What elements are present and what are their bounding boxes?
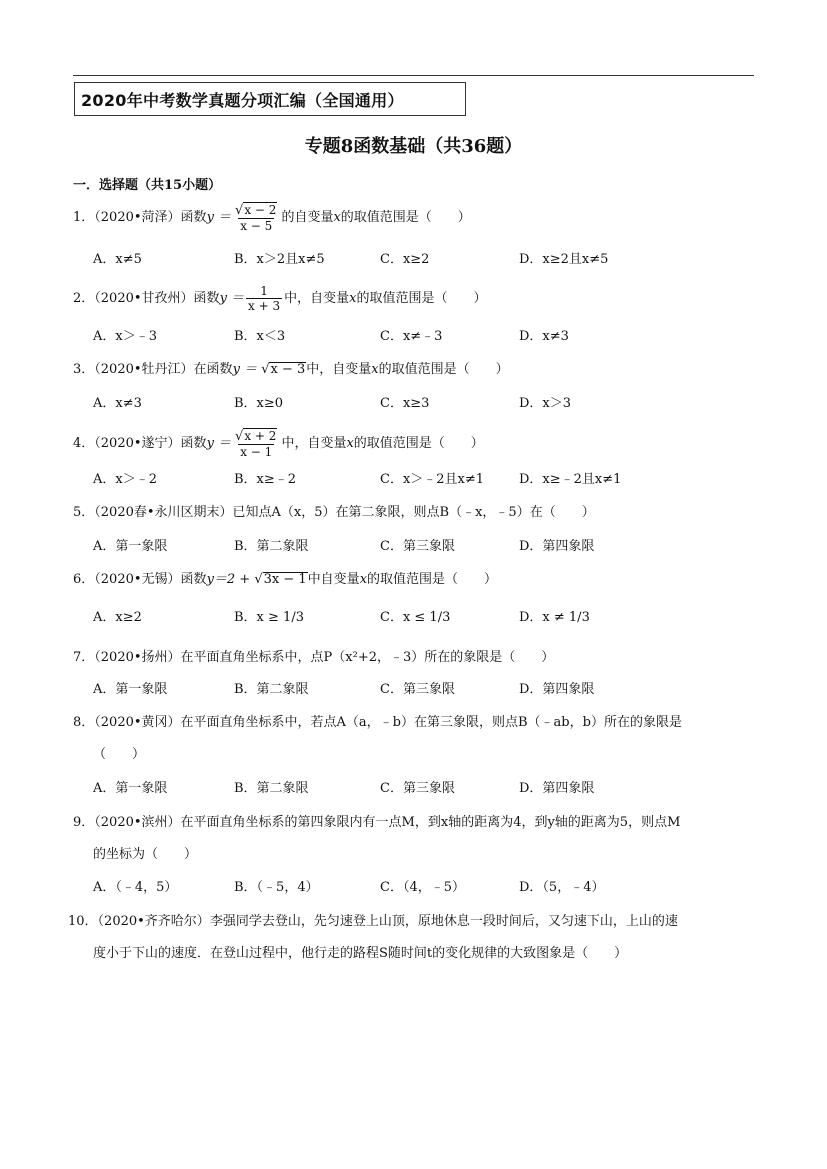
question-text: 的自变量: [281, 210, 334, 225]
numerator: x − 2: [244, 203, 277, 217]
option-c[interactable]: C．第三象限: [380, 781, 455, 796]
option-a[interactable]: A．第一象限: [93, 682, 168, 697]
option-b[interactable]: B．第二象限: [234, 539, 309, 554]
option-c[interactable]: C．（4，﹣5）: [380, 880, 465, 895]
series-title: 2020年中考数学真题分项汇编（全国通用）: [81, 90, 404, 110]
question-text: 函数: [180, 210, 207, 225]
question-text: 在平面直角坐标系中，点P（x²+2，﹣3）所在的象限是（ ）: [180, 650, 555, 665]
question-source: （2020•牡丹江）: [94, 362, 194, 377]
question-number: 4．: [73, 436, 95, 451]
option-d[interactable]: D．x ≠ 1/3: [519, 610, 590, 625]
option-d[interactable]: D．第四象限: [519, 682, 595, 697]
radicand: 3x − 1: [263, 572, 307, 587]
question-4-options: [93, 470, 773, 490]
option-b[interactable]: B．第二象限: [234, 781, 309, 796]
question-text: 中，自变量: [306, 362, 372, 377]
question-text: 函数: [193, 291, 220, 306]
option-d[interactable]: D．第四象限: [519, 781, 595, 796]
question-number: 3．: [73, 362, 95, 377]
question-10-continuation: 度小于下山的速度．在登山过程中，他行走的路程S随时间t的变化规律的大致图象是（ ）: [93, 946, 628, 961]
option-c[interactable]: C．x≥2: [380, 252, 430, 267]
equation-lhs: y ＝: [232, 362, 258, 377]
question-source: （2020春•永川区期末）: [94, 505, 233, 520]
question-5-options: [93, 537, 773, 557]
option-b[interactable]: B．x＜3: [234, 329, 286, 344]
option-d[interactable]: D．x≠3: [519, 329, 569, 344]
variable: x: [333, 210, 341, 225]
question-text: 的取值范围是（ ）: [367, 572, 498, 587]
question-number: 5．: [73, 505, 95, 520]
question-8: [73, 713, 763, 733]
option-d[interactable]: D．（5，﹣4）: [519, 880, 605, 895]
denominator: x − 1: [240, 445, 273, 459]
question-source: （2020•甘孜州）: [94, 291, 194, 306]
variable: x: [349, 291, 357, 306]
question-text: 在平面直角坐标系的第四象限内有一点M，到x轴的距离为4，到y轴的距离为5，则点M: [180, 815, 681, 830]
numerator: 1: [260, 284, 268, 298]
option-b[interactable]: B．x ≥ 1/3: [234, 610, 304, 625]
question-3-options: [93, 394, 773, 414]
fraction: $\frac{√x + 2}{x - 1}$: [235, 429, 277, 459]
question-number: 8．: [73, 715, 95, 730]
question-source: （2020•扬州）: [94, 650, 181, 665]
option-a[interactable]: A．x≠3: [93, 396, 142, 411]
option-a[interactable]: A．x≠5: [93, 252, 142, 267]
question-source: （2020•滨州）: [94, 815, 181, 830]
option-a[interactable]: A．第一象限: [93, 781, 168, 796]
option-d[interactable]: D．x≥2且x≠5: [519, 252, 609, 267]
option-b[interactable]: B．x＞2且x≠5: [234, 252, 325, 267]
question-6: [73, 570, 763, 590]
question-9-continuation: 的坐标为（ ）: [93, 847, 198, 862]
fraction: [246, 284, 282, 313]
option-a[interactable]: A．（﹣4，5）: [93, 880, 178, 895]
variable: x: [359, 572, 368, 587]
question-number: 1．: [73, 210, 95, 225]
question-text: 中，自变量: [281, 436, 347, 451]
question-5: [73, 503, 763, 523]
option-c[interactable]: C．x＞﹣2且x≠1: [380, 472, 485, 487]
question-1-options: [93, 250, 773, 270]
denominator: x + 3: [248, 299, 281, 313]
question-source: （2020•无锡）: [94, 572, 181, 587]
question-1: [73, 202, 763, 233]
question-10: [68, 912, 758, 932]
question-3: [73, 360, 763, 380]
question-8-options: [93, 779, 773, 799]
document-title: 专题8函数基础（共36题）: [304, 136, 523, 157]
question-number: 6．: [73, 572, 95, 587]
question-text: 在平面直角坐标系中，若点A（a，﹣b）在第三象限，则点B（﹣ab，b）所在的象限是: [180, 715, 682, 730]
question-source: （2020•黄冈）: [94, 715, 181, 730]
question-7: [73, 648, 763, 668]
question-9: [73, 813, 763, 833]
equation-lhs: y ＝: [219, 291, 245, 306]
question-text: 函数: [180, 436, 207, 451]
option-d[interactable]: D．x≥﹣2且x≠1: [519, 472, 622, 487]
question-9-options: [93, 878, 773, 898]
series-title-box: [74, 82, 466, 116]
question-text: 中，自变量: [284, 291, 350, 306]
header-rule: [73, 75, 754, 76]
option-a[interactable]: A．x≥2: [93, 610, 142, 625]
question-6-options: [93, 608, 773, 628]
option-c[interactable]: C．x≠﹣3: [380, 329, 443, 344]
question-2-options: [93, 327, 773, 347]
option-b[interactable]: B．第二象限: [234, 682, 309, 697]
question-number: 2．: [73, 291, 95, 306]
numerator: x + 2: [244, 429, 277, 443]
question-number: 9．: [73, 815, 95, 830]
question-4: [73, 428, 763, 459]
question-text: 的取值范围是（ ）: [356, 291, 487, 306]
question-text: 在函数: [193, 362, 233, 377]
radicand: x − 3: [270, 362, 306, 377]
question-text: 的取值范围是（ ）: [353, 436, 484, 451]
fraction: $\frac{√x - 2}{x - 5}$: [235, 203, 277, 233]
option-a[interactable]: A．x＞﹣3: [93, 329, 157, 344]
question-source: （2020•遂宁）: [94, 436, 181, 451]
equation-lhs: y＝2 +: [206, 572, 251, 587]
variable: x: [346, 436, 354, 451]
question-2: [73, 284, 763, 313]
option-c[interactable]: C．x ≤ 1/3: [380, 610, 451, 625]
question-7-options: [93, 680, 773, 700]
question-text: 的取值范围是（ ）: [340, 210, 471, 225]
option-b[interactable]: B．（﹣5，4）: [234, 880, 319, 895]
option-b[interactable]: B．x≥﹣2: [234, 472, 297, 487]
question-number: 7．: [73, 650, 95, 665]
option-a[interactable]: A．第一象限: [93, 539, 168, 554]
option-d[interactable]: D．第四象限: [519, 539, 595, 554]
option-c[interactable]: C．第三象限: [380, 682, 455, 697]
question-text: 函数: [180, 572, 207, 587]
sqrt-sign: √: [254, 572, 263, 587]
question-text: 中自变量: [307, 572, 360, 587]
question-text: 的取值范围是（ ）: [378, 362, 509, 377]
equation-lhs: y ＝: [206, 210, 232, 225]
denominator: x − 5: [240, 219, 273, 233]
question-source: （2020•齐齐哈尔）: [97, 914, 210, 929]
option-c[interactable]: C．第三象限: [380, 539, 455, 554]
option-c[interactable]: C．x≥3: [380, 396, 430, 411]
option-d[interactable]: D．x＞3: [519, 396, 572, 411]
section-heading: 一．选择题（共15小题）: [73, 178, 222, 193]
question-text: 李强同学去登山，先匀速登上山顶，原地休息一段时间后，又匀速下山，上山的速: [209, 914, 678, 929]
variable: x: [371, 362, 379, 377]
option-a[interactable]: A．x＞﹣2: [93, 472, 157, 487]
sqrt-sign: √: [261, 362, 270, 377]
option-b[interactable]: B．x≥0: [234, 396, 284, 411]
question-8-continuation: （ ）: [93, 747, 146, 762]
equation-lhs: y ＝: [206, 436, 232, 451]
question-number: 10．: [68, 914, 98, 929]
question-source: （2020•菏泽）: [94, 210, 181, 225]
question-text: 已知点A（x，5）在第二象限，则点B（﹣x，﹣5）在（ ）: [232, 505, 595, 520]
